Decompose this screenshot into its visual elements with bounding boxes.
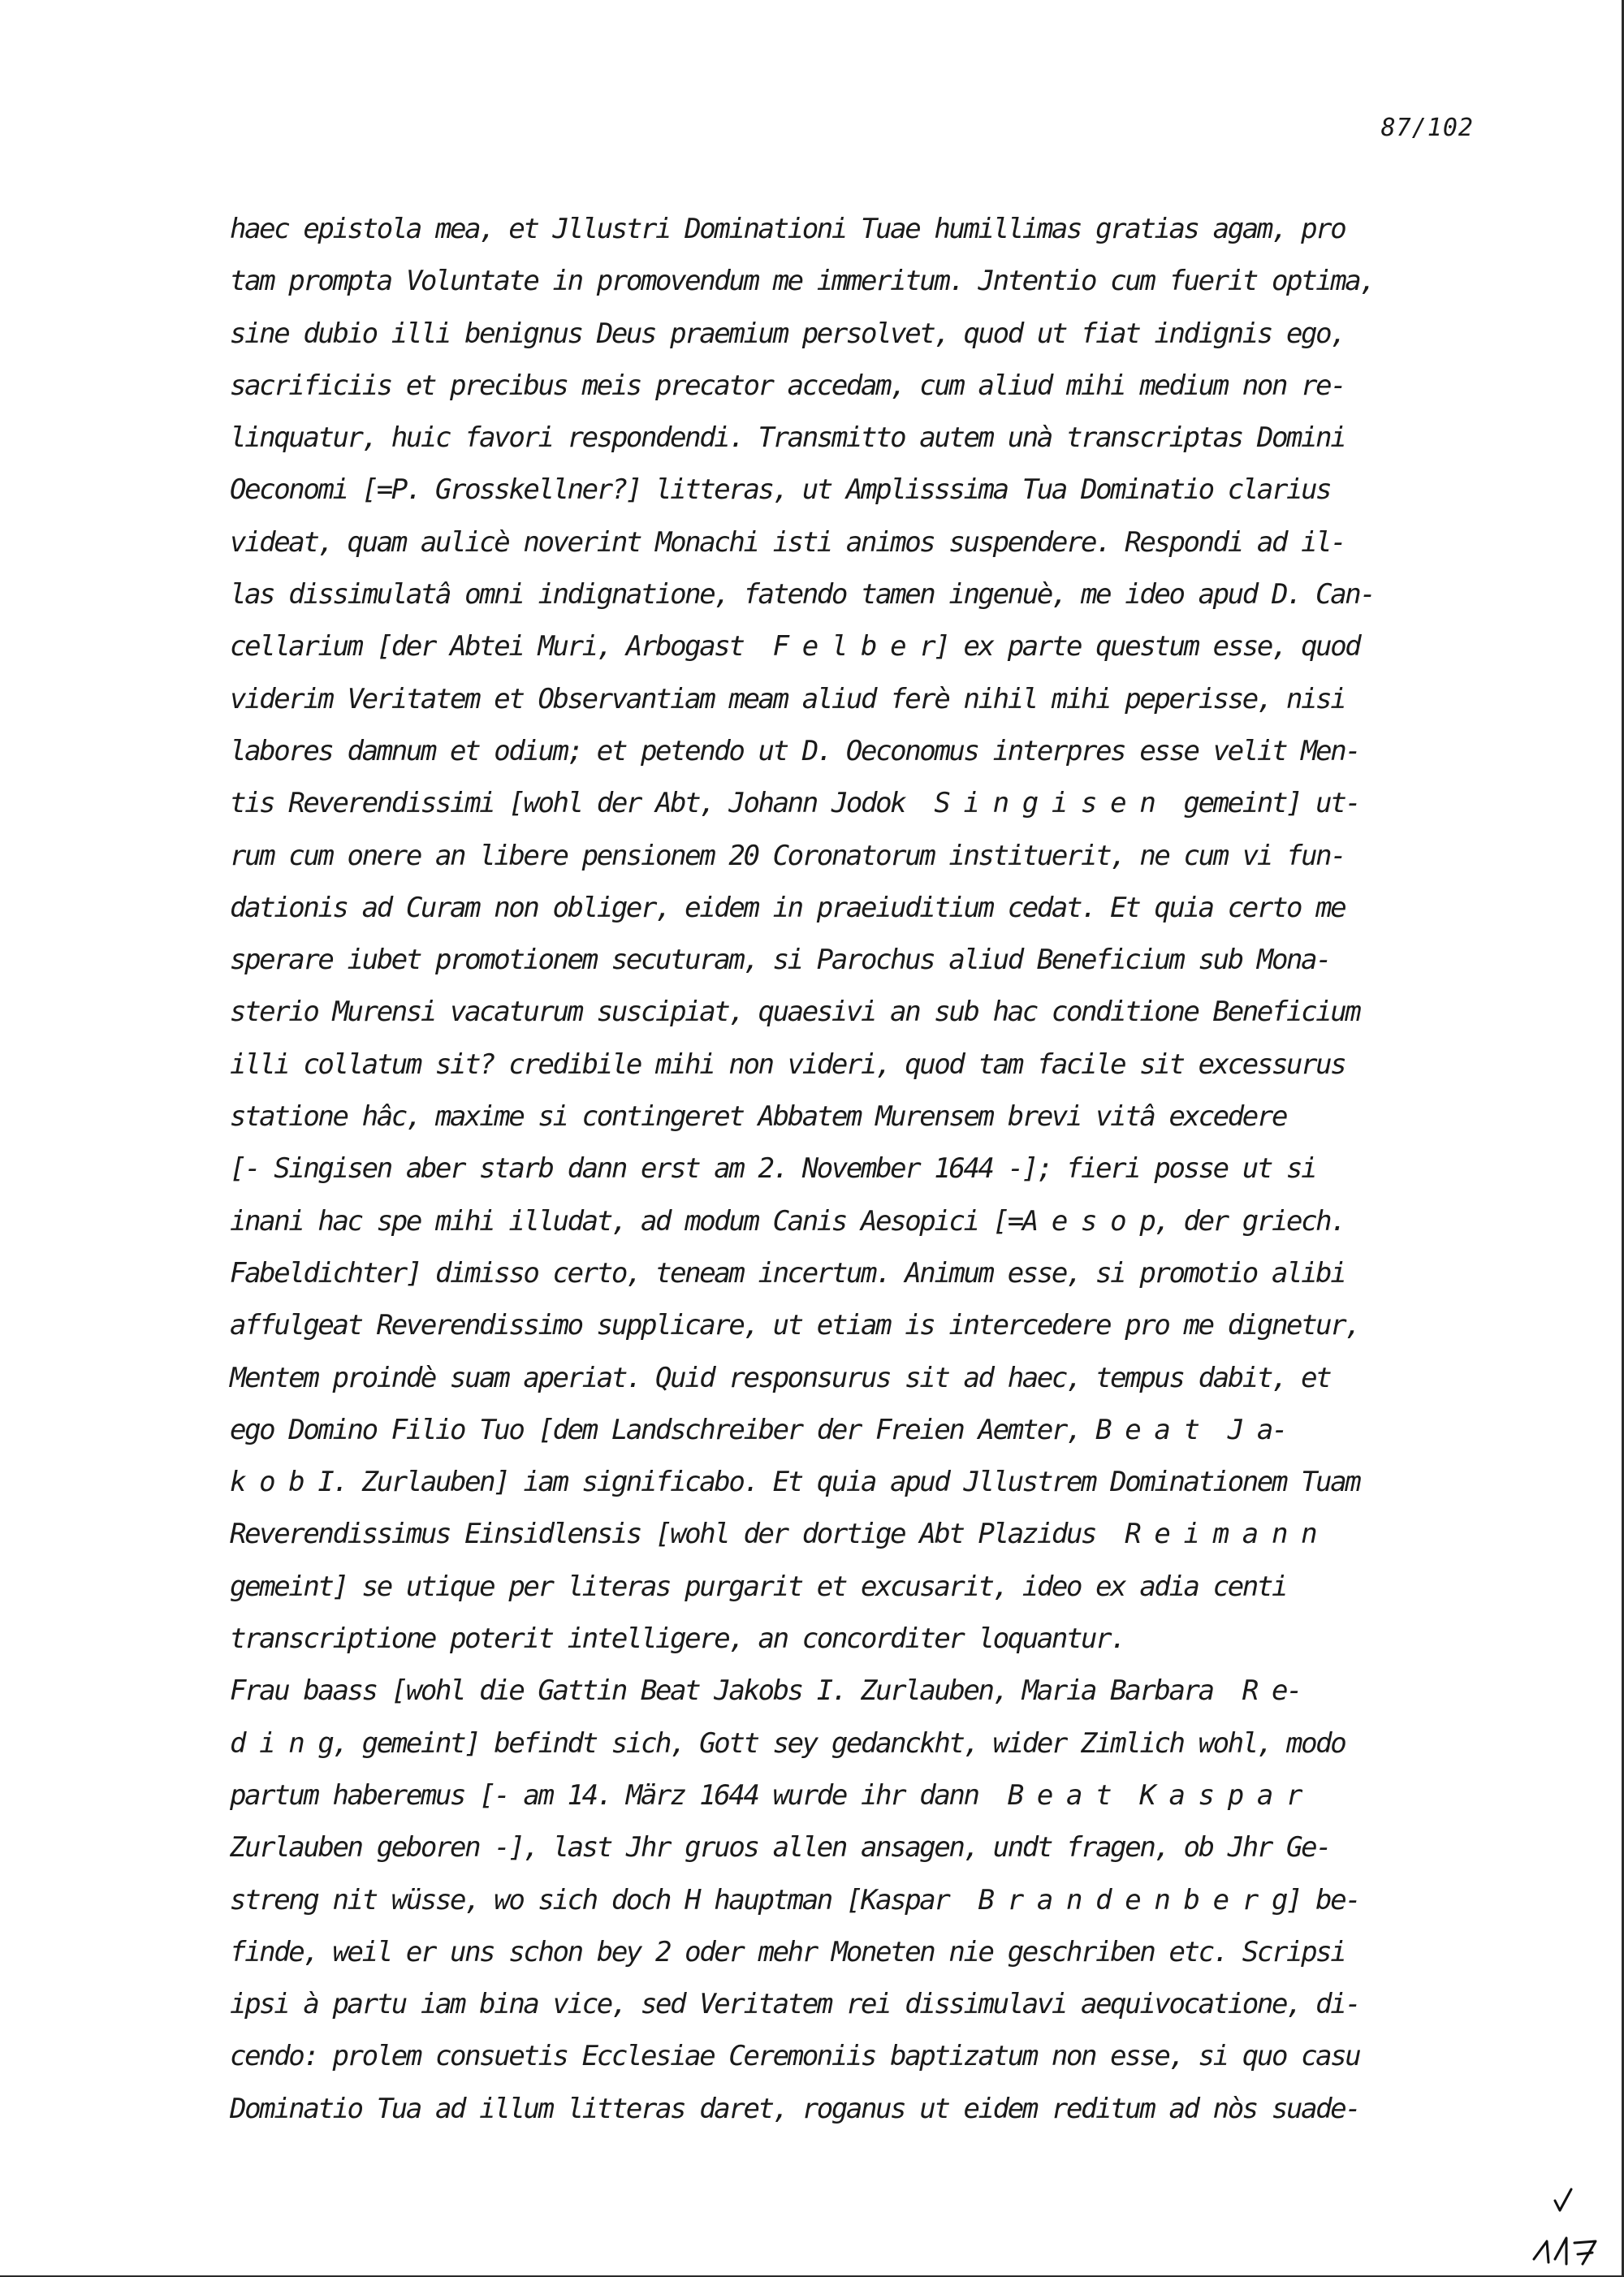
text-line: Zurlauben geboren -], last Jhr gruos allen ansagen, undt fragen, ob Jhr Ge- — [230, 1831, 1331, 1864]
text-line: finde, weil er uns schon bey 2 oder mehr Moneten nie geschriben etc. Scripsi — [230, 1935, 1345, 1968]
text-line: inani hac spe mihi illudat, ad modum Canis Aesopici [=A e s o p, der griech. — [230, 1204, 1345, 1238]
text-line: d i n g, gemeint] befindt sich, Gott sey gedanckht, wider Zimlich wohl, modo — [230, 1726, 1345, 1760]
text-line: viderim Veritatem et Observantiam meam aliud ferè nihil mihi peperisse, nisi — [230, 682, 1345, 715]
text-line: ipsi à partu iam bina vice, sed Veritatem rei dissimulavi aequivocatione, di- — [230, 1988, 1360, 2021]
text-line: linquatur, huic favori respondendi. Transmitto autem unà transcriptas Domini — [230, 421, 1345, 455]
handwritten-folio-mark — [1531, 2184, 1604, 2266]
text-line: Fabeldichter] dimisso certo, teneam incertum. Animum esse, si promotio alibi — [230, 1256, 1345, 1290]
text-line: [- Singisen aber starb dann erst am 2. November 1644 -]; fieri posse ut si — [230, 1152, 1316, 1186]
text-line: dationis ad Curam non obliger, eidem in praeiuditium cedat. Et quia certo me — [230, 891, 1345, 924]
text-line: gemeint] se utique per literas purgarit et excusarit, ideo ex adia centi — [230, 1570, 1287, 1603]
text-line: rum cum onere an libere pensionem 20 Coronatorum instituerit, ne cum vi fun- — [230, 839, 1345, 872]
text-line: haec epistola mea, et Jllustri Dominationi Tuae humillimas gratias agam, pro — [230, 213, 1345, 245]
text-line: affulgeat Reverendissimo supplicare, ut etiam is intercedere pro me dignetur, — [230, 1309, 1360, 1342]
text-line: cendo: prolem consuetis Ecclesiae Ceremoniis baptizatum non esse, si quo casu — [230, 2040, 1360, 2073]
text-line: Reverendissimus Einsidlensis [wohl der dortige Abt Plazidus R e i m a n n — [230, 1518, 1316, 1551]
text-line: streng nit wüsse, wo sich doch H hauptman [Kaspar B r a n d e n b e r g] be- — [230, 1883, 1360, 1916]
text-line: labores damnum et odium; et petendo ut D. Oeconomus interpres esse velit Men- — [230, 734, 1360, 767]
text-line: sacrificiis et precibus meis precator accedam, cum aliud mihi medium non re- — [230, 369, 1345, 402]
text-line: tis Reverendissimi [wohl der Abt, Johann Jodok S i n g i s e n gemeint] ut- — [230, 787, 1360, 820]
text-line: k o b I. Zurlauben] iam significabo. Et quia apud Jllustrem Dominationem Tuam — [230, 1466, 1360, 1499]
text-line: partum haberemus [- am 14. März 1644 wurde ihr dann B e a t K a s p a r — [230, 1778, 1302, 1812]
text-line: sperare iubet promotionem secuturam, si Parochus aliud Beneficium sub Mona- — [230, 944, 1331, 977]
text-line: sterio Murensi vacaturum suscipiat, quaesivi an sub hac conditione Beneficium — [230, 996, 1360, 1029]
text-line: transcriptione poterit intelligere, an concorditer loquantur. — [230, 1622, 1125, 1656]
text-line: statione hâc, maxime si contingeret Abbatem Murensem brevi vitâ excedere — [230, 1100, 1287, 1134]
text-line: Oeconomi [=P. Grosskellner?] litteras, ut Amplisssima Tua Dominatio clarius — [230, 473, 1331, 507]
text-line: Frau baass [wohl die Gattin Beat Jakobs I. Zurlauben, Maria Barbara R e- — [230, 1674, 1302, 1708]
text-line: illi collatum sit? credibile mihi non videri, quod tam facile sit excessurus — [230, 1048, 1345, 1081]
page-number: 87/102 — [1380, 114, 1474, 142]
transcription-text — [230, 203, 1529, 2135]
text-line: Dominatio Tua ad illum litteras daret, roganus ut eidem reditum ad nòs suade- — [230, 2092, 1360, 2125]
text-line: cellarium [der Abtei Muri, Arbogast F e l b e r] ex parte questum esse, quod — [230, 630, 1360, 663]
text-line: tam prompta Voluntate in promovendum me immeritum. Jntentio cum fuerit optima, — [230, 265, 1375, 298]
text-line: las dissimulatâ omni indignatione, fatendo tamen ingenuè, me ideo apud D. Can- — [230, 578, 1375, 611]
text-line: Mentem proindè suam aperiat. Quid responsurus sit ad haec, tempus dabit, et — [230, 1361, 1331, 1394]
text-line: sine dubio illi benignus Deus praemium persolvet, quod ut fiat indignis ego, — [230, 317, 1345, 350]
text-line: ego Domino Filio Tuo [dem Landschreiber der Freien Aemter, B e a t J a- — [230, 1413, 1287, 1446]
text-line: videat, quam aulicè noverint Monachi isti animos suspendere. Respondi ad il- — [230, 525, 1345, 559]
